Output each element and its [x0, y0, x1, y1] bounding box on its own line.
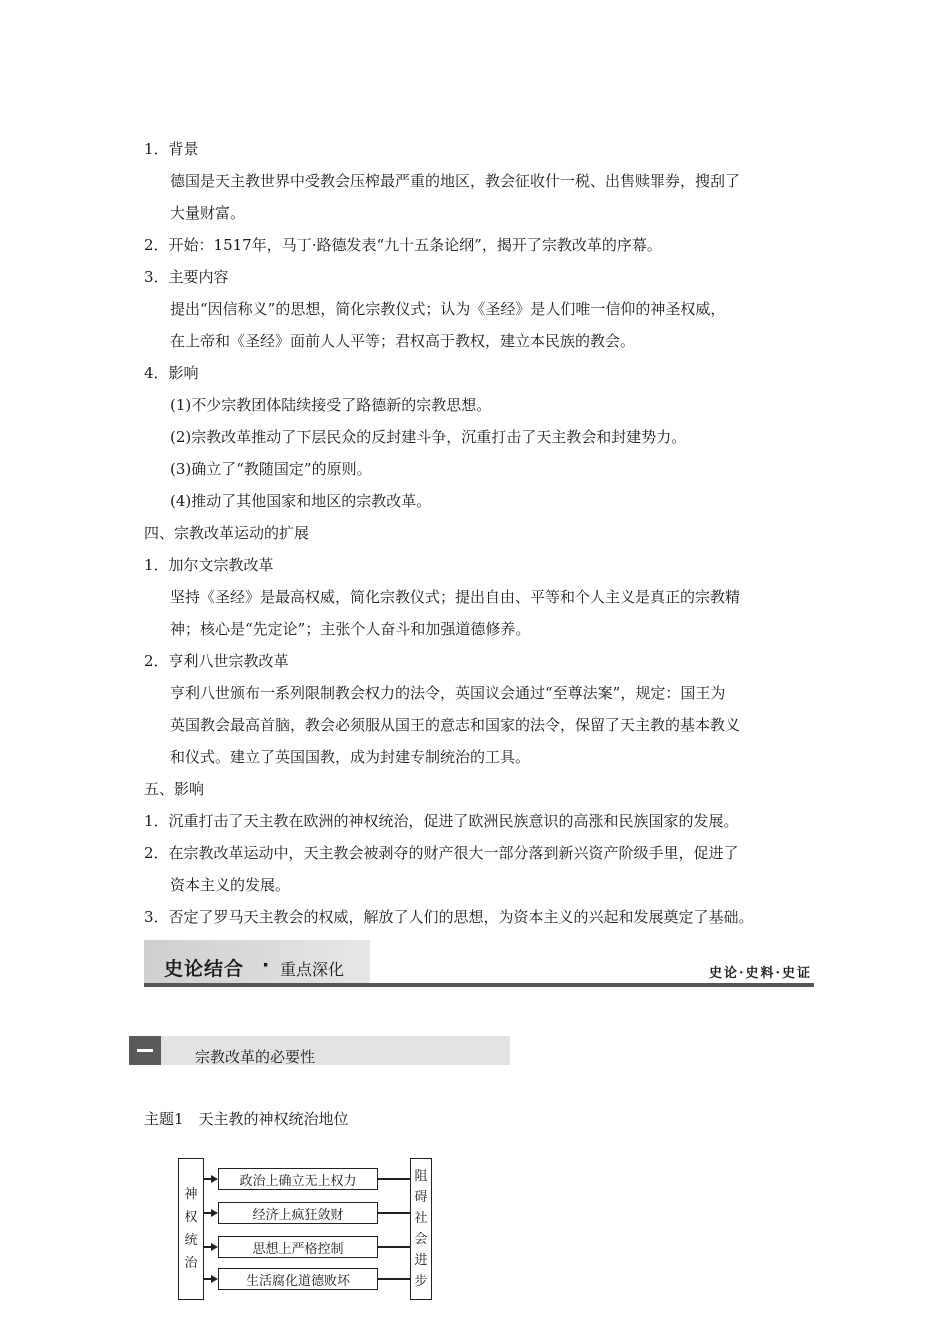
banner-dot: ·	[262, 954, 270, 976]
text-line: (3)确立了“教随国定”的原则。	[170, 460, 372, 478]
right-box-char: 社	[414, 1211, 428, 1226]
text-line: 四、宗教改革运动的扩展	[144, 524, 310, 542]
text-line: 3．否定了罗马天主教会的权威，解放了人们的思想，为资本主义的兴起和发展奠定了基础。	[144, 908, 754, 926]
text-line: 2．开始：1517年，马丁·路德发表“九十五条论纲”，揭开了宗教改革的序幕。	[144, 236, 662, 254]
right-box-hinder-progress	[410, 1158, 432, 1300]
arrow-head-icon	[211, 1209, 218, 1217]
diagram-item-box: 经济上疯狂敛财	[218, 1202, 378, 1224]
text-line: 和仪式。建立了英国国教，成为封建专制统治的工具。	[170, 748, 531, 766]
right-box-char: 阻	[414, 1169, 428, 1184]
left-box-char: 权	[184, 1210, 198, 1225]
text-line: (4)推动了其他国家和地区的宗教改革。	[170, 492, 432, 510]
right-box-char: 会	[414, 1232, 428, 1247]
text-line: 1．沉重打击了天主教在欧洲的神权统治，促进了欧洲民族意识的高涨和民族国家的发展。	[144, 812, 739, 830]
subsection-title: 宗教改革的必要性	[195, 1048, 316, 1066]
text-line: 1．加尔文宗教改革	[144, 556, 274, 574]
topic-heading: 主题1 天主教的神权统治地位	[144, 1110, 349, 1128]
banner-subtitle: 重点深化	[280, 960, 345, 979]
text-line: (1)不少宗教团体陆续接受了路德新的宗教思想。	[170, 396, 492, 414]
right-box-char: 碍	[414, 1190, 428, 1205]
text-line: 亨利八世颁布一系列限制教会权力的法令，英国议会通过“至尊法案”，规定：国王为	[170, 684, 726, 702]
arrow-head-icon	[211, 1175, 218, 1183]
text-line: 2．在宗教改革运动中，天主教会被剥夺的财产很大一部分落到新兴资产阶级手里，促进了	[144, 844, 739, 862]
theocracy-diagram	[170, 1150, 440, 1310]
subsection-header	[129, 1036, 510, 1065]
banner-right-label: 史论·史料·史证	[708, 966, 812, 981]
diagram-item-box: 政治上确立无上权力	[218, 1168, 378, 1190]
text-line: 提出“因信称义”的思想，简化宗教仪式；认为《圣经》是人们唯一信仰的神圣权威，	[170, 300, 726, 318]
arrow-head-icon	[211, 1275, 218, 1283]
text-line: 德国是天主教世界中受教会压榨最严重的地区，教会征收什一税、出售赎罪券，搜刮了	[170, 172, 741, 190]
right-box-char: 步	[414, 1274, 428, 1289]
text-line: 2．亨利八世宗教改革	[144, 652, 289, 670]
text-line: 神；核心是“先定论”；主张个人奋斗和加强道德修养。	[170, 620, 531, 638]
text-line: 英国教会最高首脑，教会必须服从国王的意志和国家的法令，保留了天主教的基本教义	[170, 716, 741, 734]
diagram-item-box: 思想上严格控制	[218, 1236, 378, 1258]
subsection-number-one-badge	[129, 1036, 161, 1065]
text-line: 五、影响	[144, 780, 205, 798]
text-line: 3．主要内容	[144, 268, 229, 286]
right-box-char: 进	[414, 1253, 428, 1268]
banner-title: 史论结合	[164, 958, 245, 980]
text-line: 在上帝和《圣经》面前人人平等；君权高于教权，建立本民族的教会。	[170, 332, 636, 350]
banner-rule	[144, 983, 814, 987]
left-box-char: 统	[184, 1233, 198, 1248]
text-line: 4．影响	[144, 364, 199, 382]
diagram-item-box: 生活腐化道德败坏	[218, 1268, 378, 1290]
left-box-char: 治	[184, 1256, 198, 1271]
left-box-char: 神	[184, 1187, 198, 1202]
connector-line	[378, 1278, 410, 1280]
text-line: 坚持《圣经》是最高权威，简化宗教仪式；提出自由、平等和个人主义是真正的宗教精	[170, 588, 741, 606]
left-box-theocracy	[178, 1158, 204, 1300]
section-banner	[144, 940, 814, 988]
arrow-head-icon	[211, 1243, 218, 1251]
text-line: 资本主义的发展。	[170, 876, 291, 894]
text-line: (2)宗教改革推动了下层民众的反封建斗争，沉重打击了天主教会和封建势力。	[170, 428, 687, 446]
text-line: 1．背景	[144, 140, 199, 158]
connector-line	[378, 1178, 410, 1180]
connector-line	[378, 1246, 410, 1248]
text-line: 大量财富。	[170, 204, 246, 222]
connector-line	[378, 1212, 410, 1214]
